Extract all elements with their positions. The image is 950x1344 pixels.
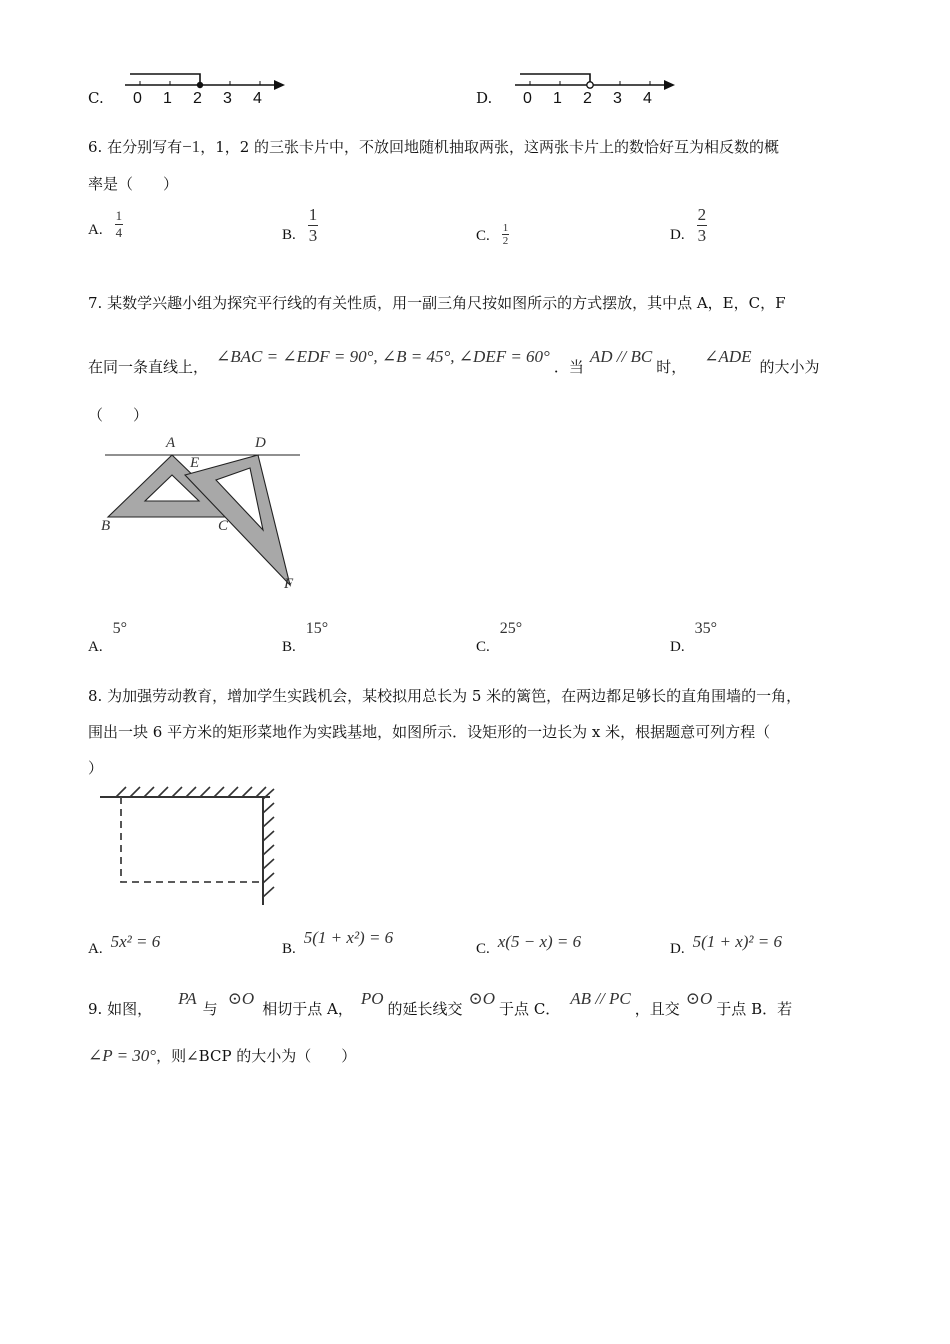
q8-line3: ） — [88, 759, 104, 777]
numerator: 1 — [502, 222, 509, 234]
label-D: D — [255, 435, 266, 451]
option-label: B. — [282, 639, 296, 655]
q9-line2 — [88, 1046, 356, 1066]
q9-PA: PA — [178, 989, 197, 1008]
q7-text-c: 时， — [656, 358, 687, 376]
set-squares-figure — [100, 435, 310, 600]
circle-o-symbol: ⊙O — [227, 989, 255, 1008]
q6-minus-one: −1 — [182, 137, 201, 156]
option-value: 5(1 + x²) = 6 — [303, 928, 394, 947]
q9-t5: ，且交 — [634, 1000, 680, 1018]
q7-option-d[interactable] — [670, 620, 717, 655]
numerator: 1 — [308, 205, 318, 224]
circle-o-symbol: ⊙O — [685, 989, 713, 1008]
option-value: 5x² = 6 — [110, 932, 161, 951]
tick-label: 0 — [133, 90, 142, 107]
q6-line1 — [88, 137, 779, 157]
q9-t2: 相切于点 A， — [262, 1000, 353, 1018]
option-label: B. — [282, 941, 296, 957]
option-label: A. — [88, 222, 103, 238]
label-A: A — [166, 435, 176, 451]
q9-PO: PO — [360, 989, 384, 1008]
option-label: C. — [476, 228, 490, 244]
denominator: 3 — [697, 226, 707, 245]
option-value: 35° — [694, 620, 717, 637]
option-label: D. — [670, 639, 685, 655]
option-value: x(5 − x) = 6 — [497, 932, 582, 951]
tick-label: 3 — [223, 90, 232, 107]
q5-option-d-label: D. — [476, 89, 493, 107]
option-label: A. — [88, 639, 103, 655]
label-B: B — [101, 518, 111, 534]
q7-option-a[interactable] — [88, 620, 127, 655]
numerator: 1 — [115, 208, 123, 223]
tick-label: 2 — [193, 90, 202, 107]
option-value: 15° — [305, 620, 329, 637]
number-line-c — [120, 68, 295, 113]
tick-label: 2 — [583, 90, 592, 107]
q6-option-a[interactable] — [88, 208, 123, 241]
q7-option-c[interactable] — [476, 620, 523, 655]
q6-line2: 率是（ ） — [88, 175, 179, 193]
q7-angle: ∠ADE — [704, 347, 752, 366]
q9-t1: 与 — [202, 1000, 218, 1018]
number-line-d — [510, 68, 685, 113]
tick-label: 3 — [613, 90, 622, 107]
tick-label: 1 — [553, 90, 562, 107]
q7-text-b: ．当 — [553, 358, 584, 376]
label-C: C — [218, 518, 229, 534]
label-E: E — [190, 455, 200, 471]
numerator: 2 — [697, 205, 707, 224]
q9-t3: 的延长线交 — [387, 1000, 463, 1018]
q8-line1: 8. 为加强劳动教育，增加学生实践机会，某校拟用总长为 5 米的篱笆，在两边都足够长的直角围墙的一角， — [88, 687, 802, 705]
q6-rest: ，1，2 的三张卡片中，不放回地随机抽取两张，这两张卡片上的数恰好互为相反数的概 — [200, 138, 780, 156]
q9-AB-parallel: AB // PC — [570, 989, 631, 1008]
q7-formula: ∠BAC = ∠EDF = 90°, ∠B = 45°, ∠DEF = 60° — [216, 347, 550, 366]
q7-line3: （ ） — [88, 406, 149, 424]
q7-line2 — [88, 343, 820, 377]
q8-option-b[interactable] — [282, 928, 394, 957]
option-value: 5° — [112, 620, 127, 637]
option-label: A. — [88, 941, 103, 957]
q5-option-c-label: C. — [88, 89, 104, 107]
q8-option-d[interactable] — [670, 932, 783, 957]
q7-text-d: 的大小为 — [759, 358, 820, 376]
option-label: C. — [476, 941, 490, 957]
q9-angle-formula: ∠P = 30° — [88, 1046, 157, 1065]
q6-option-d[interactable] — [670, 205, 707, 246]
denominator: 4 — [115, 225, 123, 240]
q8-option-c[interactable] — [476, 932, 582, 957]
denominator: 2 — [502, 235, 509, 247]
q8-option-a[interactable] — [88, 932, 161, 957]
denominator: 3 — [308, 226, 318, 245]
option-label: B. — [282, 227, 296, 243]
q6-option-b[interactable] — [282, 205, 318, 246]
tick-label: 4 — [643, 90, 652, 107]
label-F: F — [284, 576, 294, 592]
tick-label: 4 — [253, 90, 262, 107]
q9-prefix: 9. 如图， — [88, 1000, 153, 1018]
q6-prefix: 6. 在分别写有 — [88, 138, 183, 156]
q9-line1 — [88, 985, 792, 1019]
option-value: 5(1 + x)² = 6 — [692, 932, 783, 951]
q8-line2: 围出一块 6 平方米的矩形菜地作为实践基地，如图所示．设矩形的一边长为 x 米，根据题意可列方程（ — [88, 723, 771, 741]
q7-parallel: AD // BC — [589, 347, 653, 366]
q7-line1: 7. 某数学兴趣小组为探究平行线的有关性质，用一副三角尺按如图所示的方式摆放，其中点 A，E，C，F — [88, 294, 786, 312]
circle-o-symbol: ⊙O — [468, 989, 496, 1008]
q7-option-b[interactable] — [282, 620, 329, 655]
option-label: D. — [670, 227, 685, 243]
option-label: D. — [670, 941, 685, 957]
q9-line2-rest: ，则∠BCP 的大小为（ ） — [156, 1047, 357, 1065]
option-label: C. — [476, 639, 490, 655]
fence-corner-figure — [98, 785, 283, 910]
q6-option-c[interactable] — [476, 222, 509, 247]
tick-label: 1 — [163, 90, 172, 107]
tick-label: 0 — [523, 90, 532, 107]
q9-t4: 于点 C． — [499, 1000, 561, 1018]
q7-text-a: 在同一条直线上， — [88, 358, 209, 376]
option-value: 25° — [499, 620, 523, 637]
q9-t6: 于点 B．若 — [716, 1000, 793, 1018]
